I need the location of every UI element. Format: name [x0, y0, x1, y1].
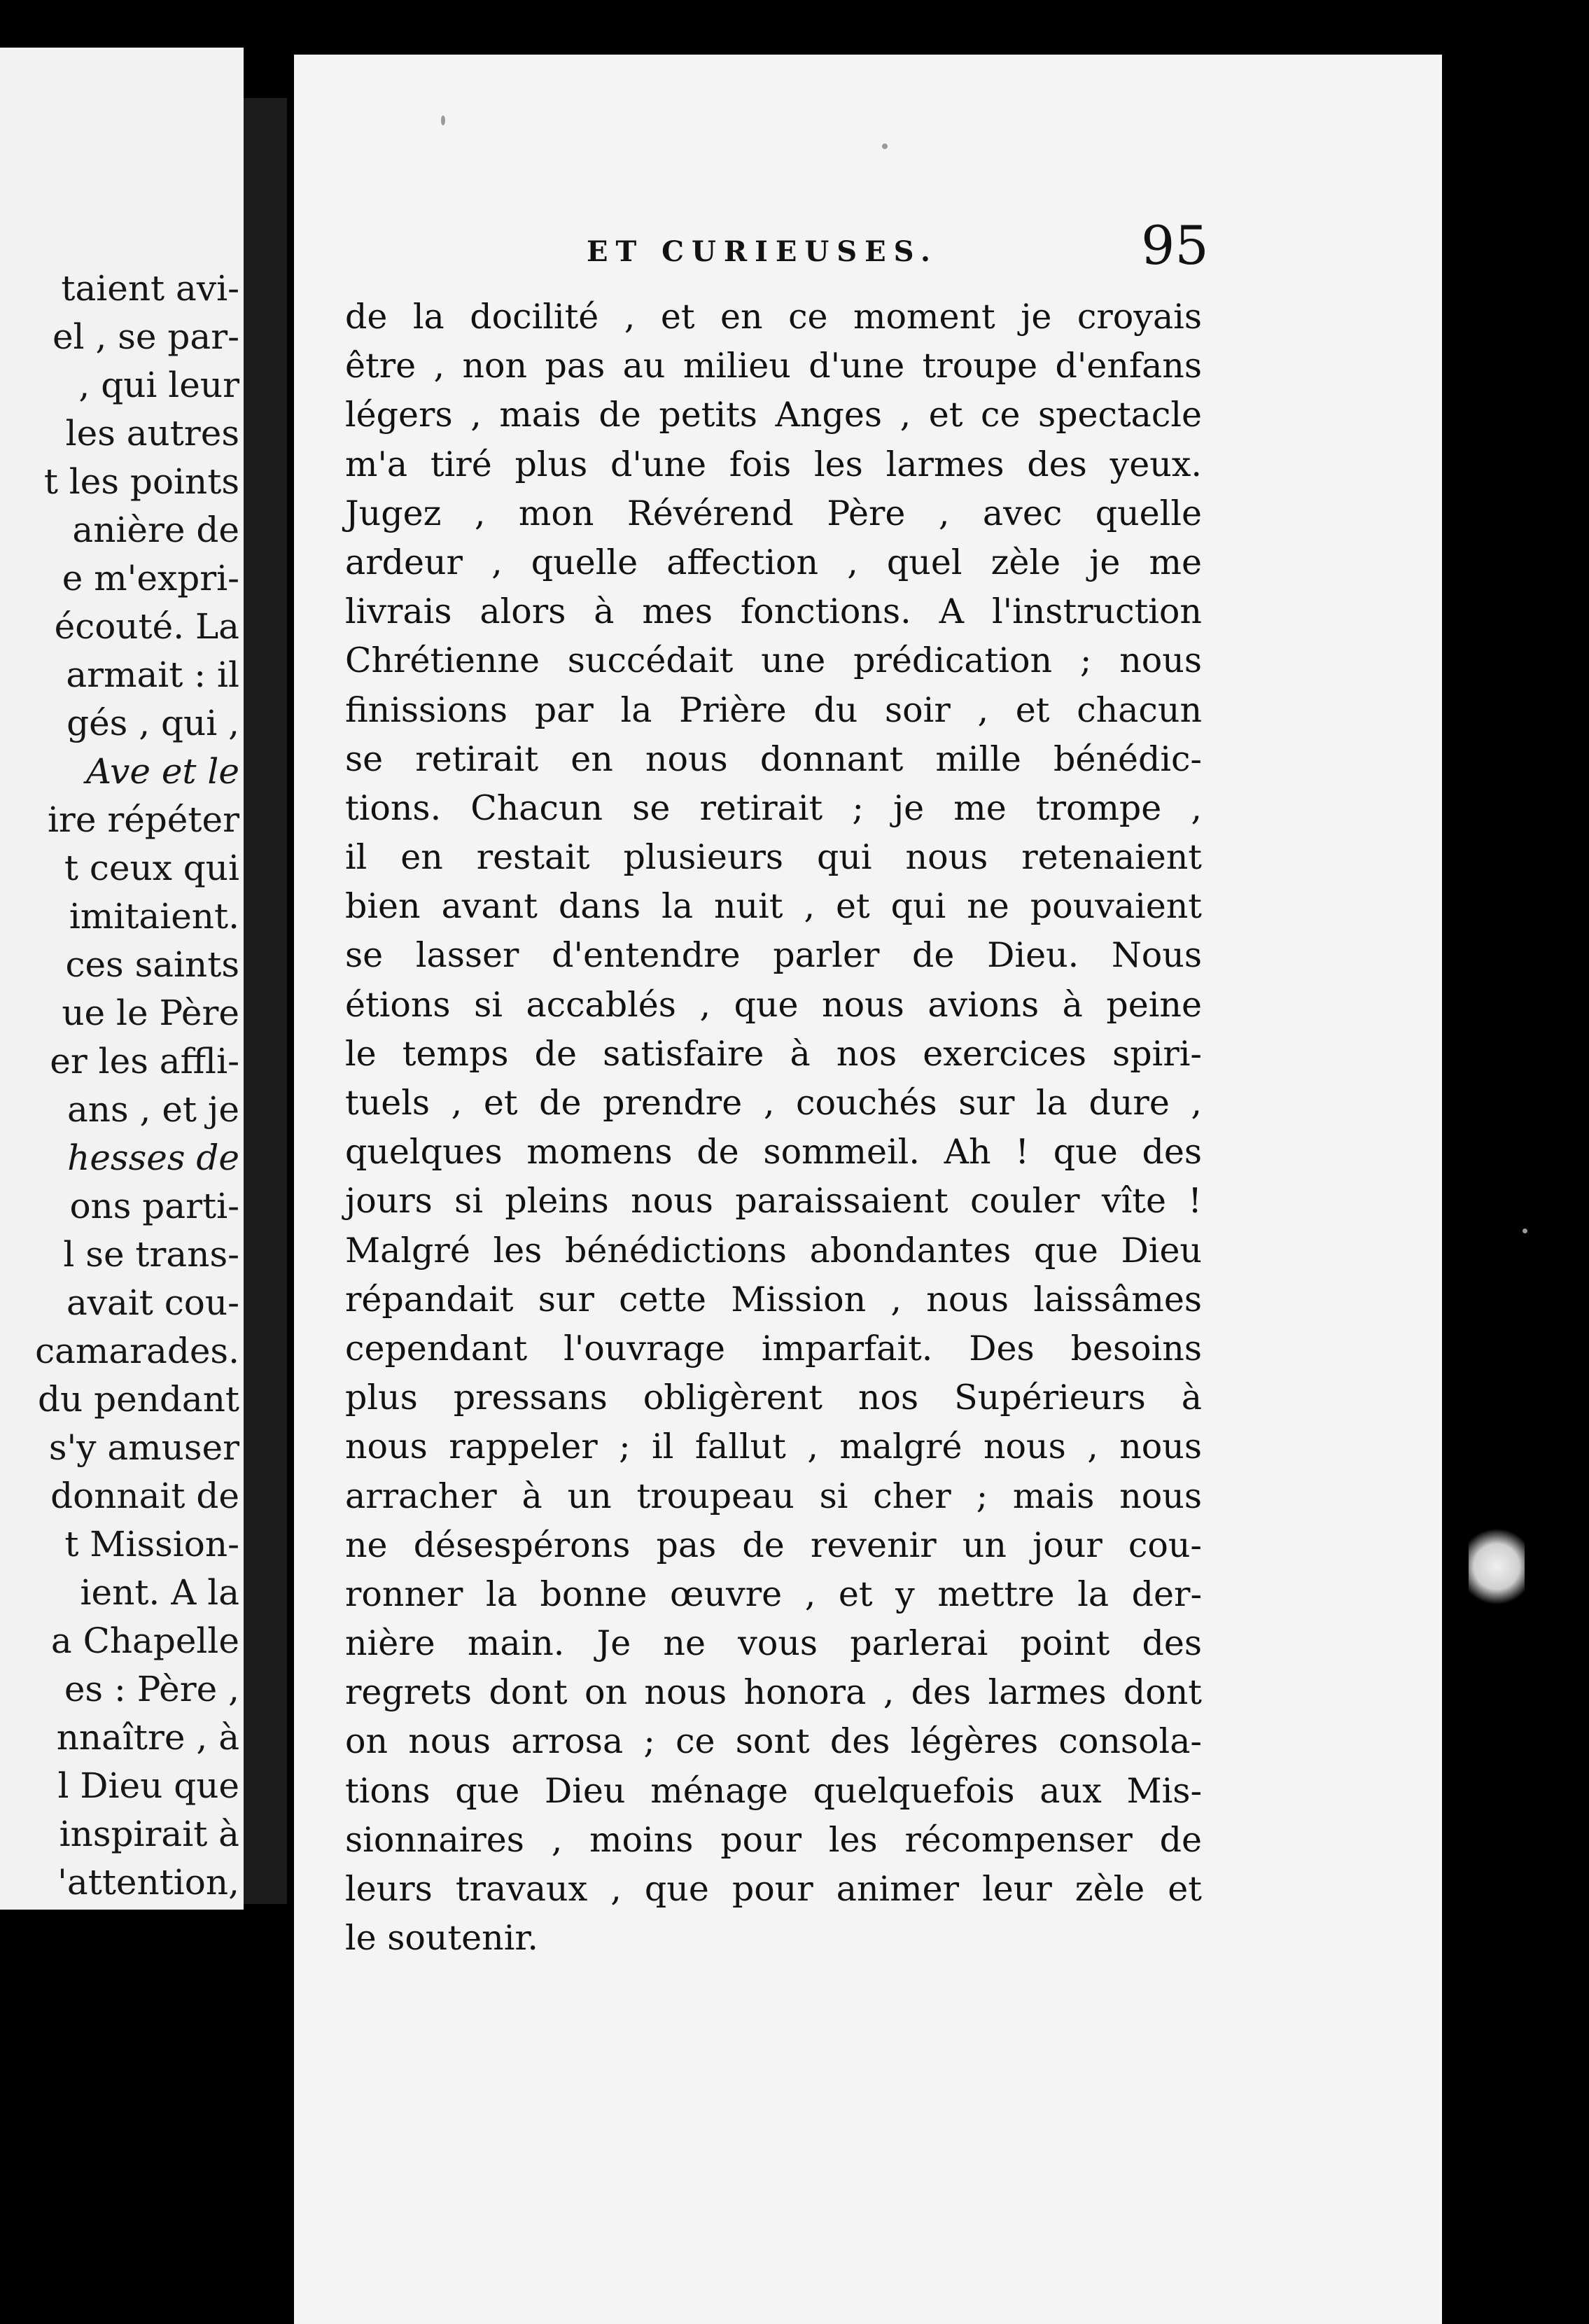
text-line: le soutenir.: [345, 1918, 538, 1959]
ink-speck: [882, 144, 888, 149]
text-line: légers , mais de petits Anges , et ce spectacle: [345, 395, 1202, 435]
text-line: on nous arrosa ; ce sont des légères consola-: [345, 1721, 1202, 1762]
text-line: se lasser d'entendre parler de Dieu. Nous: [345, 935, 1202, 976]
left-page-line: s'y amuser: [48, 1427, 239, 1468]
text-line: arracher à un troupeau si cher ; mais nous: [345, 1476, 1202, 1516]
body-text: [345, 293, 1202, 1963]
left-page-line: ient. A la: [80, 1572, 239, 1613]
left-page-text: [1, 265, 239, 1907]
left-page-line: t ceux qui: [64, 848, 239, 888]
text-line: Jugez , mon Révérend Père , avec quelle: [345, 493, 1202, 533]
left-page-line: ue le Père: [62, 993, 239, 1033]
text-line: nous rappeler ; il fallut , malgré nous , nous: [345, 1427, 1202, 1467]
text-line: il en restait plusieurs qui nous retenaient: [345, 837, 1202, 878]
text-line: regrets dont on nous honora , des larmes dont: [345, 1672, 1202, 1713]
text-line: sionnaires , moins pour les récompenser de: [345, 1819, 1202, 1860]
left-page-line: el , se par-: [52, 316, 239, 357]
text-line: bien avant dans la nuit , et qui ne pouvaient: [345, 886, 1202, 927]
left-page-line: l Dieu que: [57, 1765, 239, 1806]
text-line: jours si pleins nous paraissaient couler vîte !: [345, 1181, 1202, 1222]
left-page-line: er les affli-: [50, 1041, 239, 1082]
text-line: ne désespérons pas de revenir un jour cou-: [345, 1525, 1202, 1565]
text-line: cependant l'ouvrage imparfait. Des besoins: [345, 1328, 1202, 1368]
left-page: [0, 48, 244, 1910]
text-line: quelques momens de sommeil. Ah ! que des: [345, 1132, 1202, 1172]
left-page-line: Ave et le: [86, 751, 239, 792]
left-page-line: armait : il: [66, 654, 239, 695]
book-gutter: [244, 98, 287, 1904]
left-page-line: anière de: [72, 510, 239, 550]
text-line: étions si accablés , que nous avions à peine: [345, 984, 1202, 1025]
left-page-line: écouté. La: [54, 606, 239, 647]
ink-speck: [441, 115, 445, 125]
left-page-line: t les points: [43, 461, 239, 502]
text-line: plus pressans obligèrent nos Supérieurs à: [345, 1378, 1202, 1418]
left-page-line: les autres: [65, 413, 239, 454]
text-line: ronner la bonne œuvre , et y mettre la der-: [345, 1574, 1202, 1614]
left-page-line: gés , qui ,: [66, 703, 239, 743]
left-page-line: du pendant: [37, 1379, 239, 1420]
left-page-line: ces saints: [65, 944, 239, 985]
left-page-line: 'attention,: [57, 1862, 239, 1903]
text-line: Chrétienne succédait une prédication ; nous: [345, 640, 1202, 681]
text-line: de la docilité , et en ce moment je croyais: [345, 297, 1202, 337]
left-page-line: taient avi-: [61, 268, 239, 309]
text-line: ardeur , quelle affection , quel zèle je me: [345, 542, 1202, 582]
left-page-line: l se trans-: [63, 1234, 239, 1275]
left-page-line: ans , et je: [66, 1089, 239, 1130]
left-page-line: e m'expri-: [62, 558, 239, 598]
left-page-line: t Mission-: [64, 1524, 239, 1564]
text-line: se retirait en nous donnant mille bénédic-: [345, 738, 1202, 779]
left-page-line: donnait de: [50, 1476, 239, 1516]
left-page-line: a Chapelle: [50, 1620, 239, 1661]
ink-speck: [1522, 1228, 1527, 1233]
left-page-line: ire répéter: [47, 799, 239, 840]
text-line: être , non pas au milieu d'une troupe d'enfans: [345, 346, 1202, 386]
left-page-line: hesses de: [67, 1138, 239, 1178]
text-line: finissions par la Prière du soir , et chacun: [345, 690, 1202, 730]
left-page-line: ons parti-: [69, 1186, 239, 1226]
text-line: m'a tiré plus d'une fois les larmes des yeux.: [345, 444, 1202, 484]
left-page-line: camarades.: [35, 1331, 239, 1371]
text-line: répandait sur cette Mission , nous laissâmes: [345, 1279, 1202, 1320]
text-line: tuels , et de prendre , couchés sur la dure ,: [345, 1083, 1202, 1123]
text-line: nière main. Je ne vous parlerai point des: [345, 1623, 1202, 1664]
text-line: le temps de satisfaire à nos exercices spiri-: [345, 1033, 1202, 1074]
page-header: [294, 214, 1225, 291]
left-page-line: avait cou-: [66, 1282, 239, 1323]
text-line: livrais alors à mes fonctions. A l'instruction: [345, 592, 1202, 632]
left-page-line: es : Père ,: [64, 1669, 239, 1709]
paper-blemish: [1469, 1525, 1525, 1609]
left-page-line: inspirait à: [59, 1814, 239, 1854]
text-line: Malgré les bénédictions abondantes que Dieu: [345, 1230, 1202, 1270]
left-page-line: nnaître , à: [56, 1717, 239, 1758]
text-line: tions que Dieu ménage quelquefois aux Mis-: [345, 1770, 1202, 1811]
right-page: [294, 55, 1442, 2324]
page-number: 95: [1141, 214, 1209, 276]
left-page-line: , qui leur: [78, 365, 239, 405]
text-line: tions. Chacun se retirait ; je me trompe ,: [345, 788, 1202, 828]
running-head: ET CURIEUSES.: [587, 235, 938, 268]
left-page-line: imitaient.: [69, 896, 239, 937]
text-line: leurs travaux , que pour animer leur zèle et: [345, 1869, 1202, 1909]
